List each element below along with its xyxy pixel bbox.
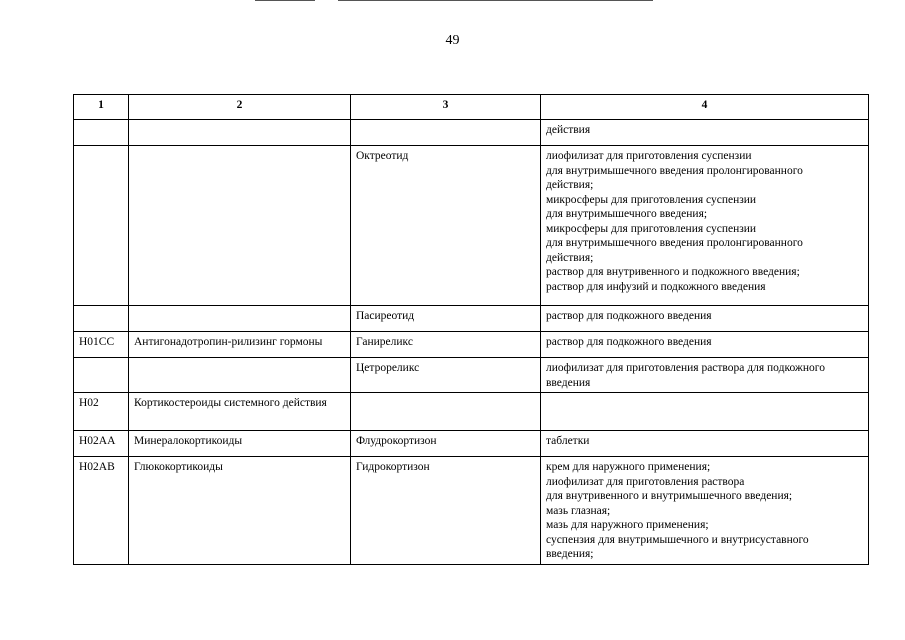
dosage-form-line: для внутримышечного введения пролонгированного: [546, 237, 803, 249]
drug-table: [73, 94, 869, 565]
dosage-form-line: мазь для наружного применения;: [546, 519, 709, 531]
drug-name-cell: Гидрокортизон: [351, 457, 541, 565]
dosage-form-line: микросферы для приготовления суспензии: [546, 222, 757, 235]
table-row: [74, 457, 869, 565]
header-row: [74, 95, 869, 120]
scan-top-line-left: [255, 0, 315, 1]
dosage-form-line: микросферы для приготовления суспензии: [546, 193, 757, 206]
dosage-form-line: раствор для подкожного введения: [546, 310, 712, 322]
dosage-form-line: суспензия для внутримышечного и внутрисуставного: [546, 533, 809, 546]
dosage-forms-cell: [541, 431, 869, 457]
dosage-forms-cell: [541, 358, 869, 393]
table-row: [74, 146, 869, 306]
dosage-form-line: для внутривенного и внутримышечного введения;: [546, 490, 793, 502]
dosage-forms-cell: [541, 306, 869, 332]
group-name-cell: Антигонадотропин-рилизинг гормоны: [129, 332, 351, 358]
header-col-1: 1: [74, 95, 129, 120]
dosage-forms-cell: [541, 457, 869, 565]
header-col-2: 2: [129, 95, 351, 120]
drug-name-cell: Цетрореликс: [351, 358, 541, 393]
drug-name-cell: Октреотид: [351, 146, 541, 306]
group-name-cell: [129, 306, 351, 332]
drug-name-cell: Пасиреотид: [351, 306, 541, 332]
drug-name-cell: Ганиреликс: [351, 332, 541, 358]
dosage-form-line: лиофилизат для приготовления раствора: [546, 475, 745, 488]
atc-code-cell: H02AA: [74, 431, 129, 457]
table-row: [74, 332, 869, 358]
group-name-cell: [129, 358, 351, 393]
atc-code-cell: [74, 358, 129, 393]
dosage-form-line: для внутримышечного введения;: [546, 208, 708, 220]
dosage-form-line: раствор для подкожного введения: [546, 336, 712, 348]
dosage-form-line: для внутримышечного введения пролонгированного: [546, 164, 803, 177]
atc-code-cell: [74, 120, 129, 146]
drug-name-cell: [351, 120, 541, 146]
atc-code-cell: [74, 306, 129, 332]
dosage-form-line: мазь глазная;: [546, 504, 611, 517]
drug-name-cell: [351, 393, 541, 431]
dosage-form-line: введения: [546, 376, 591, 389]
table-body: [74, 120, 869, 565]
dosage-form-line: лиофилизат для приготовления раствора для подкожного: [546, 362, 825, 374]
dosage-forms-cell: [541, 332, 869, 358]
group-name-cell: [129, 120, 351, 146]
dosage-forms-cell: [541, 393, 869, 431]
dosage-form-line: действия;: [546, 251, 594, 264]
atc-code-cell: [74, 146, 129, 306]
dosage-forms-cell: [541, 146, 869, 306]
dosage-form-line: лиофилизат для приготовления суспензии: [546, 150, 752, 162]
dosage-form-line: действия;: [546, 179, 594, 191]
group-name-cell: Кортикостероиды системного действия: [129, 393, 351, 431]
page-number: 49: [445, 33, 460, 48]
dosage-form-line: действия: [546, 124, 591, 136]
atc-code-cell: H02: [74, 393, 129, 431]
table-row: [74, 358, 869, 393]
dosage-forms-cell: [541, 120, 869, 146]
dosage-form-line: таблетки: [546, 435, 590, 447]
atc-code-cell: H02AB: [74, 457, 129, 565]
table-row: [74, 393, 869, 431]
header-col-4: 4: [541, 95, 869, 120]
scan-top-line-right: [338, 0, 653, 1]
group-name-cell: Глюкокортикоиды: [129, 457, 351, 565]
dosage-form-line: раствор для инфузий и подкожного введения: [546, 280, 766, 293]
drug-name-cell: Флудрокортизон: [351, 431, 541, 457]
group-name-cell: [129, 146, 351, 306]
dosage-form-line: крем для наружного применения;: [546, 461, 711, 473]
dosage-form-line: введения;: [546, 548, 594, 560]
table-row: [74, 306, 869, 332]
table-row: [74, 431, 869, 457]
group-name-cell: Минералокортикоиды: [129, 431, 351, 457]
atc-code-cell: H01CC: [74, 332, 129, 358]
dosage-form-line: раствор для внутривенного и подкожного введения;: [546, 266, 800, 278]
table-row: [74, 120, 869, 146]
header-col-3: 3: [351, 95, 541, 120]
